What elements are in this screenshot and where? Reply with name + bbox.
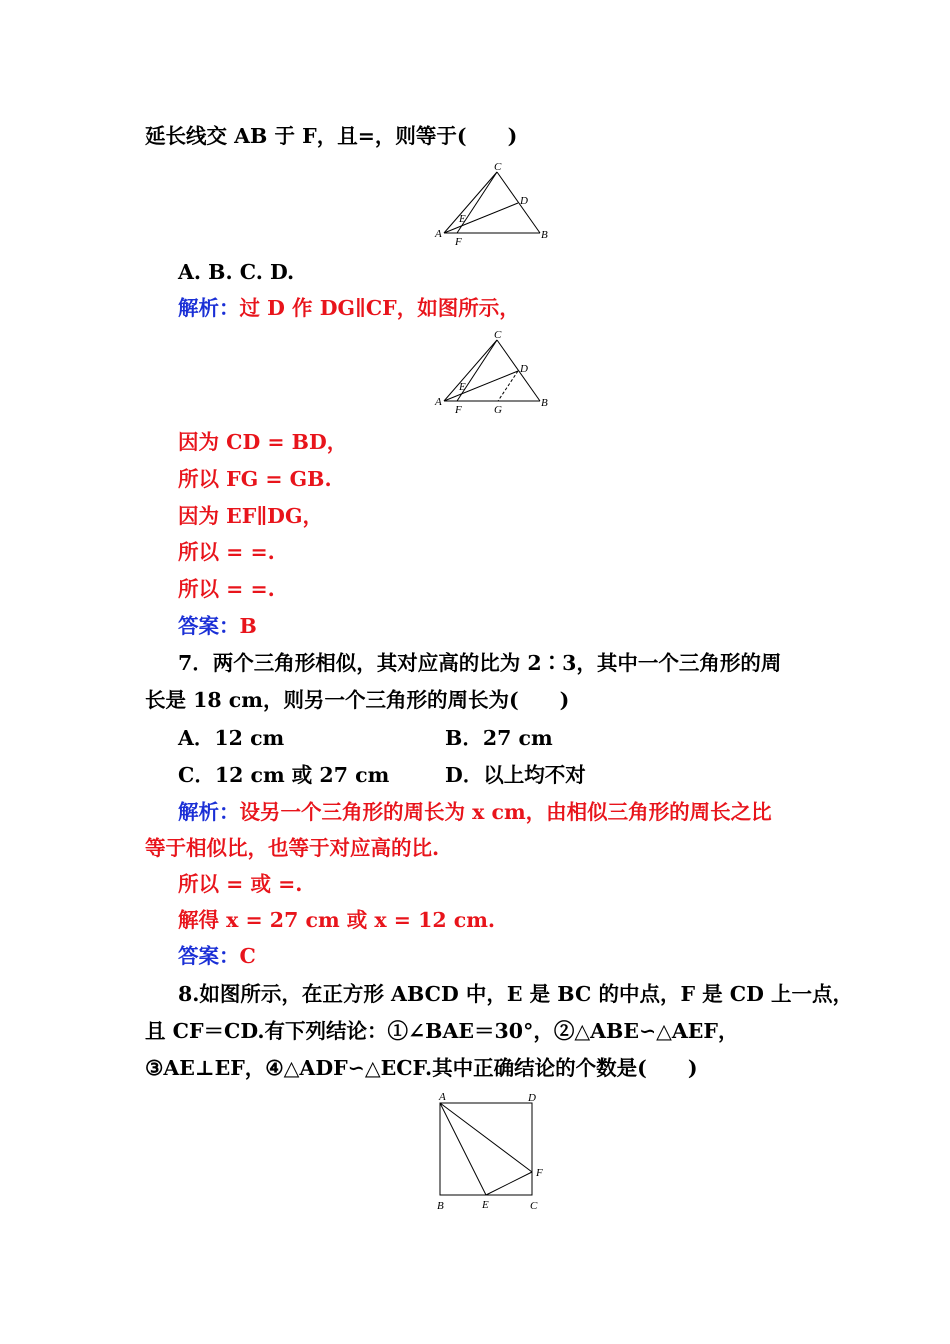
- analysis-line-1: [178, 294, 520, 322]
- answer-label: 答案：: [178, 944, 240, 968]
- answer-value: C: [239, 944, 256, 968]
- analysis-label: 解析：: [178, 296, 240, 320]
- option-c: C．12 cm 或 27 cm: [178, 763, 390, 787]
- label-b: B: [541, 229, 548, 241]
- label-d: D: [520, 363, 528, 375]
- label-d: D: [520, 195, 528, 207]
- label-a: A: [435, 396, 442, 408]
- answer-line-7: [178, 942, 256, 970]
- answer-label: 答案：: [178, 614, 240, 638]
- label-b: B: [437, 1200, 444, 1212]
- label-g: G: [494, 404, 502, 416]
- analysis-text: 设另一个三角形的周长为 x cm，由相似三角形的周长之比: [239, 800, 772, 824]
- label-e: E: [459, 381, 466, 393]
- analysis-label: 解析：: [178, 800, 240, 824]
- question-8-line-1: 8.如图所示，在正方形 ABCD 中，E 是 BC 的中点，F 是 CD 上一点，: [178, 982, 853, 1006]
- analysis-line-3: 所以 FG = GB.: [178, 467, 332, 491]
- question-7-line-1: 7．两个三角形相似，其对应高的比为 2∶3，其中一个三角形的周: [178, 651, 782, 675]
- analysis-7-line-4: 解得 x = 27 cm 或 x = 12 cm.: [178, 908, 496, 932]
- text-line-1: 延长线交 AB 于 F，且=，则等于( ): [145, 124, 518, 148]
- square-figure: [430, 1090, 555, 1215]
- analysis-line-5: 所以 = =.: [178, 540, 275, 564]
- analysis-line-2: 因为 CD = BD，: [178, 430, 348, 454]
- question-7-line-2: 长是 18 cm，则另一个三角形的周长为( ): [145, 688, 570, 712]
- triangle-figure-2: [430, 328, 555, 420]
- option-d: D．以上均不对: [445, 763, 586, 787]
- analysis-7-line-1: [178, 798, 772, 826]
- label-e: E: [459, 213, 466, 225]
- options-line: A. B. C. D.: [178, 260, 295, 284]
- label-a: A: [435, 228, 442, 240]
- label-f: F: [455, 404, 462, 416]
- triangle-figure-1: [430, 160, 555, 250]
- label-d: D: [528, 1092, 536, 1104]
- analysis-7-line-2: 等于相似比，也等于对应高的比.: [145, 836, 440, 860]
- answer-line-6: [178, 612, 257, 640]
- label-f: F: [536, 1167, 543, 1179]
- label-c: C: [530, 1200, 538, 1212]
- label-c: C: [494, 329, 502, 341]
- option-a: A．12 cm: [178, 726, 285, 750]
- label-c: C: [494, 161, 502, 173]
- analysis-7-line-3: 所以 = 或 =.: [178, 872, 303, 896]
- option-b: B．27 cm: [445, 726, 553, 750]
- question-8-line-2: 且 CF＝CD.有下列结论：①∠BAE＝30°，②△ABE∽△AEF，: [145, 1019, 739, 1043]
- answer-value: B: [239, 614, 257, 638]
- label-e: E: [482, 1199, 489, 1211]
- analysis-line-4: 因为 EF∥DG，: [178, 504, 323, 528]
- analysis-line-6: 所以 = =.: [178, 577, 275, 601]
- analysis-text: 过 D 作 DG∥CF，如图所示，: [239, 296, 520, 320]
- label-b: B: [541, 397, 548, 409]
- label-f: F: [455, 236, 462, 248]
- label-a: A: [439, 1091, 446, 1103]
- question-8-line-3: ③AE⊥EF，④△ADF∽△ECF.其中正确结论的个数是( ): [145, 1056, 698, 1080]
